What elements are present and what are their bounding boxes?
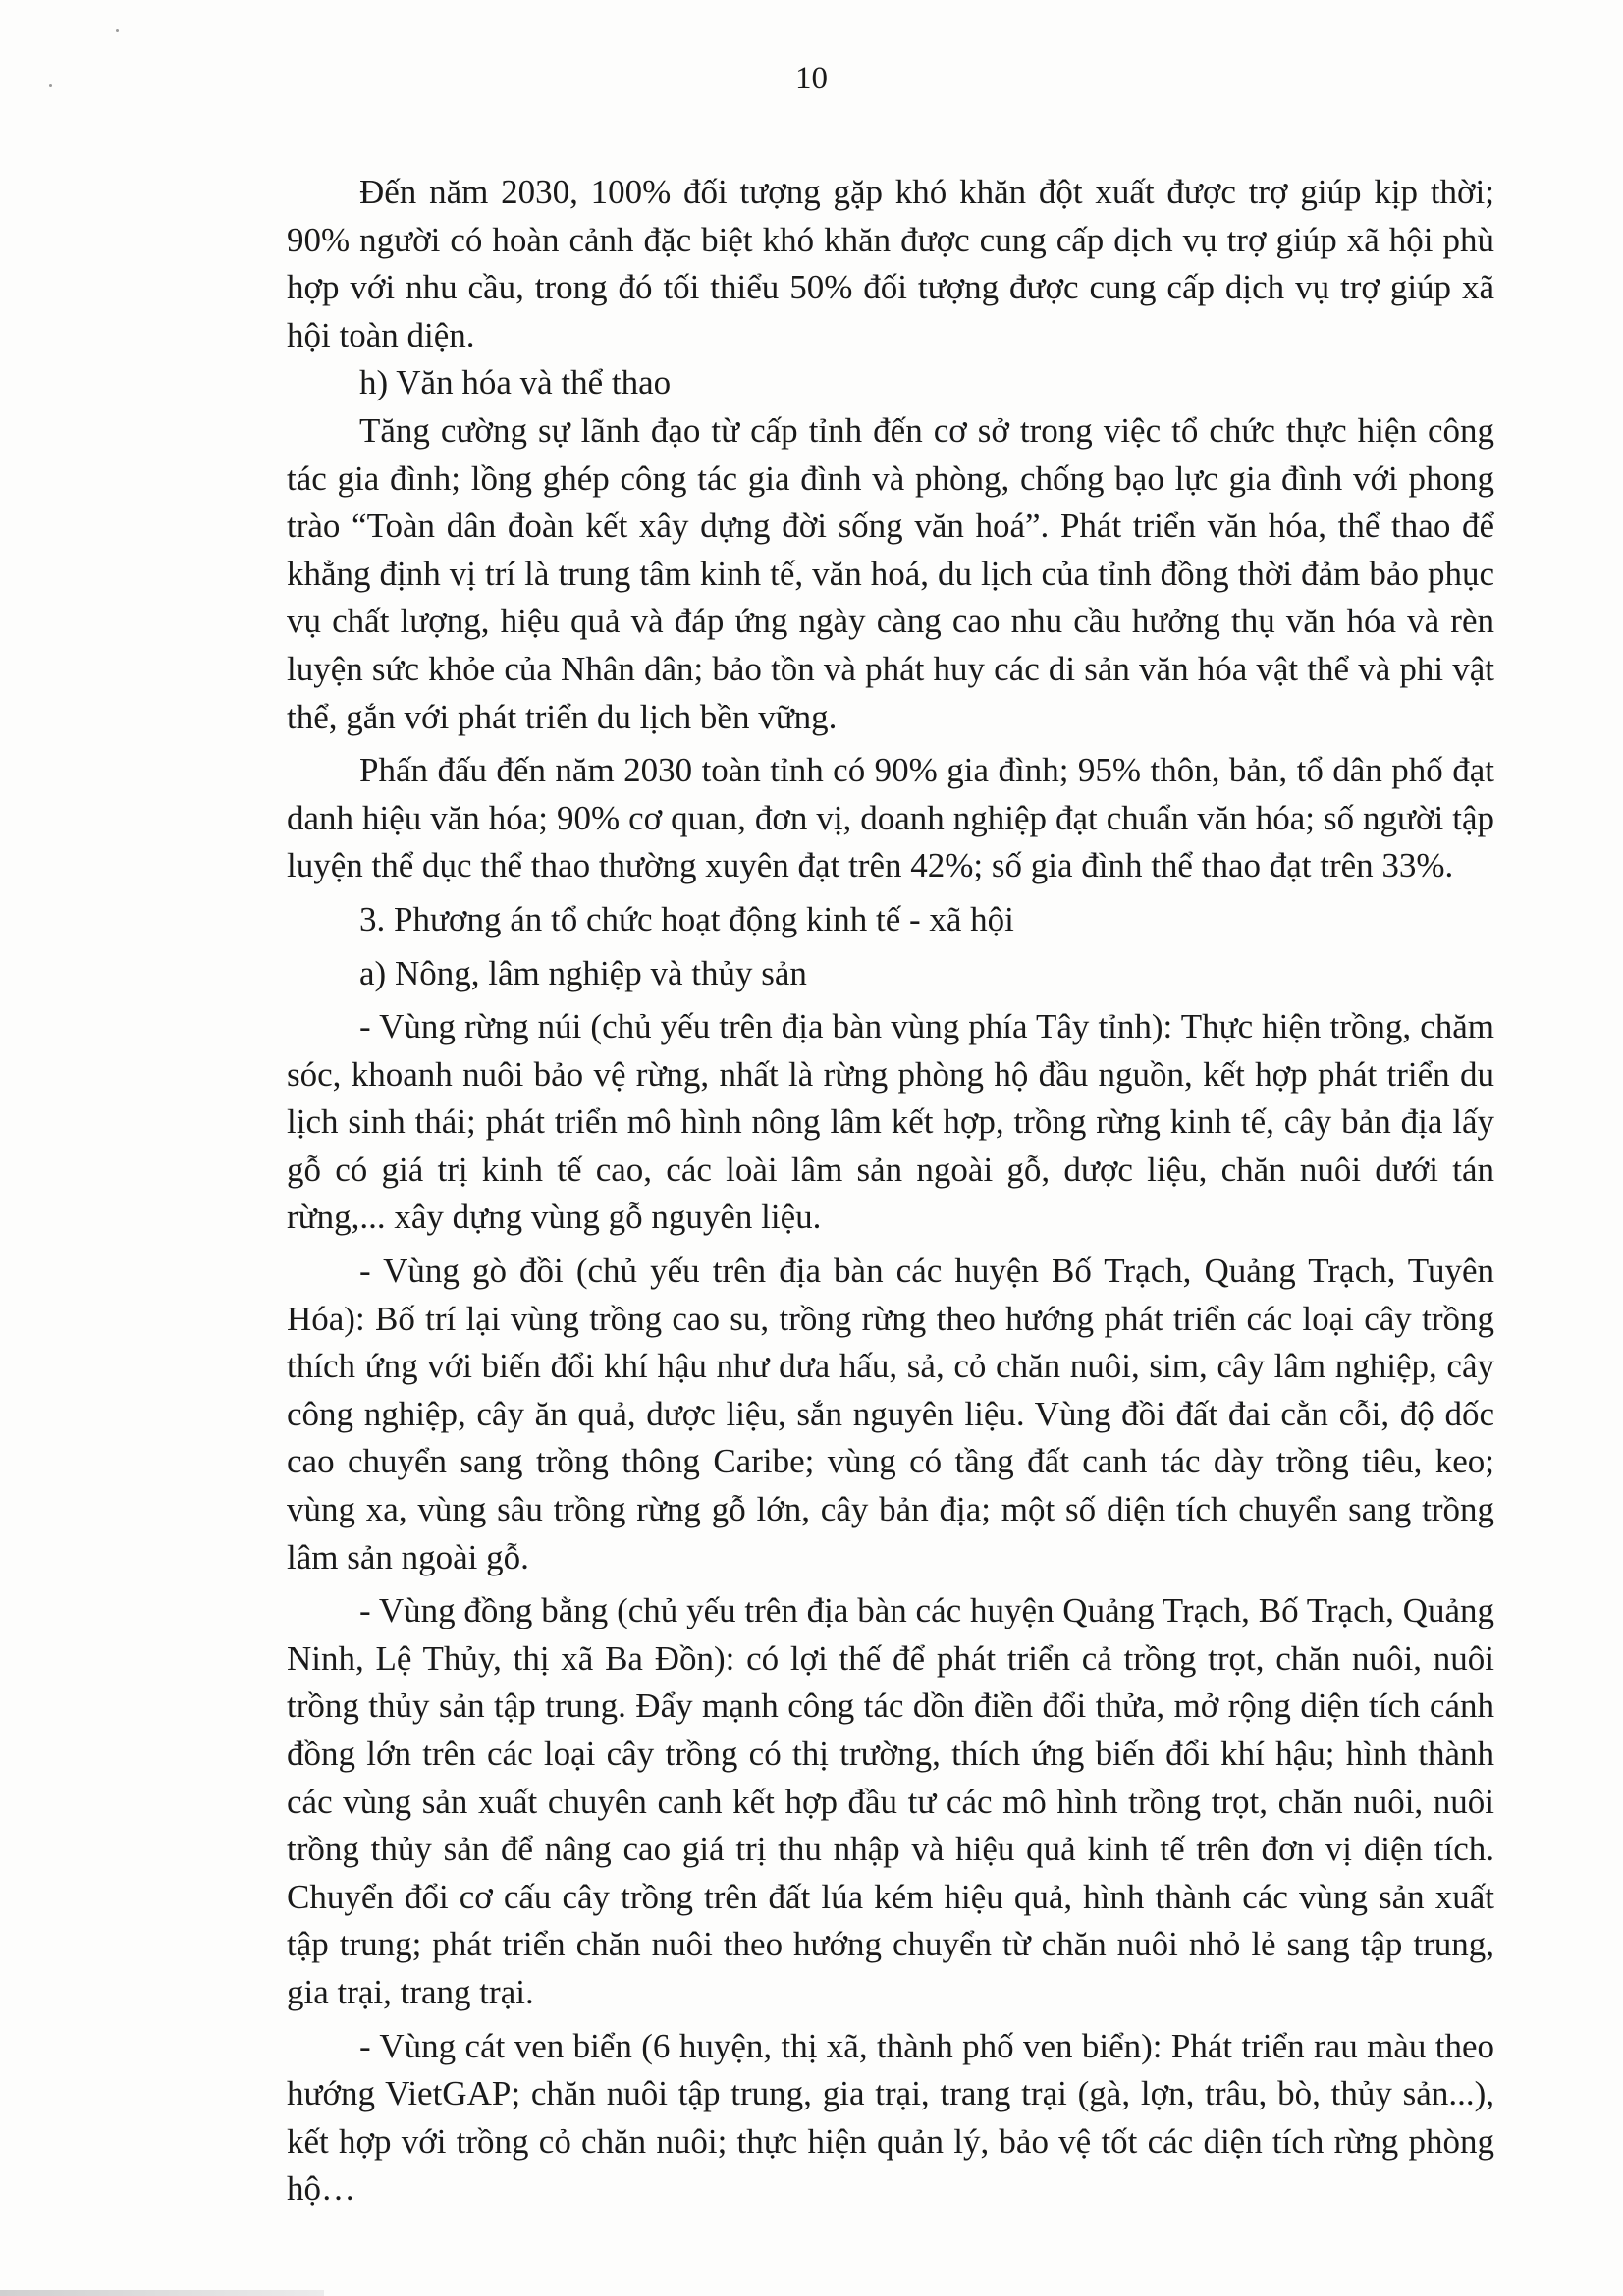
paragraph-mountain-forest-zone: - Vùng rừng núi (chủ yếu trên địa bàn vùng phía Tây tỉnh): Thực hiện trồng, chăm sóc, khoanh nuôi bảo vệ rừng, nhất là rừng phòng hộ đầu nguồn, kết hợp phát triển du lịch sinh thái; phát triển mô hình nông lâm kết hợp, trồng rừng kinh tế, cây bản địa lấy gỗ có giá trị kinh tế cao, các loài lâm sản ngoài gỗ, dược liệu, chăn nuôi dưới tán rừng,... xây dựng vùng gỗ nguyên liệu. <box>287 1007 1494 1237</box>
heading-culture-sport: h) Văn hóa và thể thao <box>359 363 672 402</box>
scan-speck <box>116 29 119 32</box>
document-body <box>287 169 1494 2214</box>
paragraph-hill-zone: - Vùng gò đồi (chủ yếu trên địa bàn các huyện Bố Trạch, Quảng Trạch, Tuyên Hóa): Bố trí lại vùng trồng cao su, trồng rừng theo hướng phát triển các loại cây trồng thích ứng với biến đổi khí hậu như dưa hấu, sả, cỏ chăn nuôi, sim, cây lâm nghiệp, cây công nghiệp, cây ăn quả, dược liệu, sắn nguyên liệu. Vùng đồi đất đai cằn cỗi, độ dốc cao chuyển sang trồng thông Caribe; vùng có tầng đất canh tác dày trồng tiêu, keo; vùng xa, vùng sâu trồng rừng gỗ lớn, cây bản địa; một số diện tích chuyển sang trồng lâm sản ngoài gỗ. <box>287 1252 1494 1576</box>
scan-edge-shadow <box>0 2290 324 2296</box>
paragraph-social-assistance-2030: Đến năm 2030, 100% đối tượng gặp khó khăn đột xuất được trợ giúp kịp thời; 90% người có hoàn cảnh đặc biệt khó khăn được cung cấp dịch vụ trợ giúp xã hội phù hợp với nhu cầu, trong đó tối thiểu 50% đối tượng được cung cấp dịch vụ trợ giúp xã hội toàn diện. <box>287 173 1494 354</box>
heading-agriculture: a) Nông, lâm nghiệp và thủy sản <box>359 953 807 992</box>
paragraph-coastal-sand-zone: - Vùng cát ven biển (6 huyện, thị xã, thành phố ven biển): Phát triển rau màu theo hướng VietGAP; chăn nuôi tập trung, gia trại, trang trại (gà, lợn, trâu, bò, thủy sản...), kết hợp với trồng cỏ chăn nuôi; thực hiện quản lý, bảo vệ tốt các diện tích rừng phòng hộ… <box>287 2026 1494 2209</box>
paragraph-culture-leadership: Tăng cường sự lãnh đạo từ cấp tỉnh đến cơ sở trong việc tổ chức thực hiện công tác gia đình; lồng ghép công tác gia đình và phòng, chống bạo lực gia đình với phong trào “Toàn dân đoàn kết xây dựng đời sống văn hoá”. Phát triển văn hóa, thể thao để khẳng định vị trí là trung tâm kinh tế, văn hoá, du lịch của tỉnh đồng thời đảm bảo phục vụ chất lượng, hiệu quả và đáp ứng ngày càng cao nhu cầu hưởng thụ văn hóa và rèn luyện sức khỏe của Nhân dân; bảo tồn và phát huy các di sản văn hóa vật thể và phi vật thể, gắn với phát triển du lịch bền vững. <box>287 410 1494 736</box>
heading-socioeconomic-plan: 3. Phương án tổ chức hoạt động kinh tế - xã hội <box>359 899 1014 938</box>
page-number: 10 <box>795 61 828 96</box>
paragraph-delta-zone: - Vùng đồng bằng (chủ yếu trên địa bàn các huyện Quảng Trạch, Bố Trạch, Quảng Ninh, Lệ Thủy, thị xã Ba Đồn): có lợi thế để phát triển cả trồng trọt, chăn nuôi, nuôi trồng thủy sản tập trung. Đẩy mạnh công tác dồn điền đổi thửa, mở rộng diện tích cánh đồng lớn trên các loại cây trồng có thị trường, thích ứng biến đổi khí hậu; hình thành các vùng sản xuất chuyên canh kết hợp đầu tư các mô hình trồng trọt, chăn nuôi, nuôi trồng thủy sản để nâng cao giá trị thu nhập và hiệu quả kinh tế trên đơn vị diện tích. Chuyển đổi cơ cấu cây trồng trên đất lúa kém hiệu quả, hình thành các vùng sản xuất tập trung; phát triển chăn nuôi theo hướng chuyển từ chăn nuôi nhỏ lẻ sang tập trung, gia trại, trang trại. <box>287 1591 1494 2011</box>
paragraph-culture-targets: Phấn đấu đến năm 2030 toàn tỉnh có 90% gia đình; 95% thôn, bản, tổ dân phố đạt danh hiệu văn hóa; 90% cơ quan, đơn vị, doanh nghiệp đạt chuẩn văn hóa; số người tập luyện thể dục thể thao thường xuyên đạt trên 42%; số gia đình thể thao đạt trên 33%. <box>287 751 1494 885</box>
